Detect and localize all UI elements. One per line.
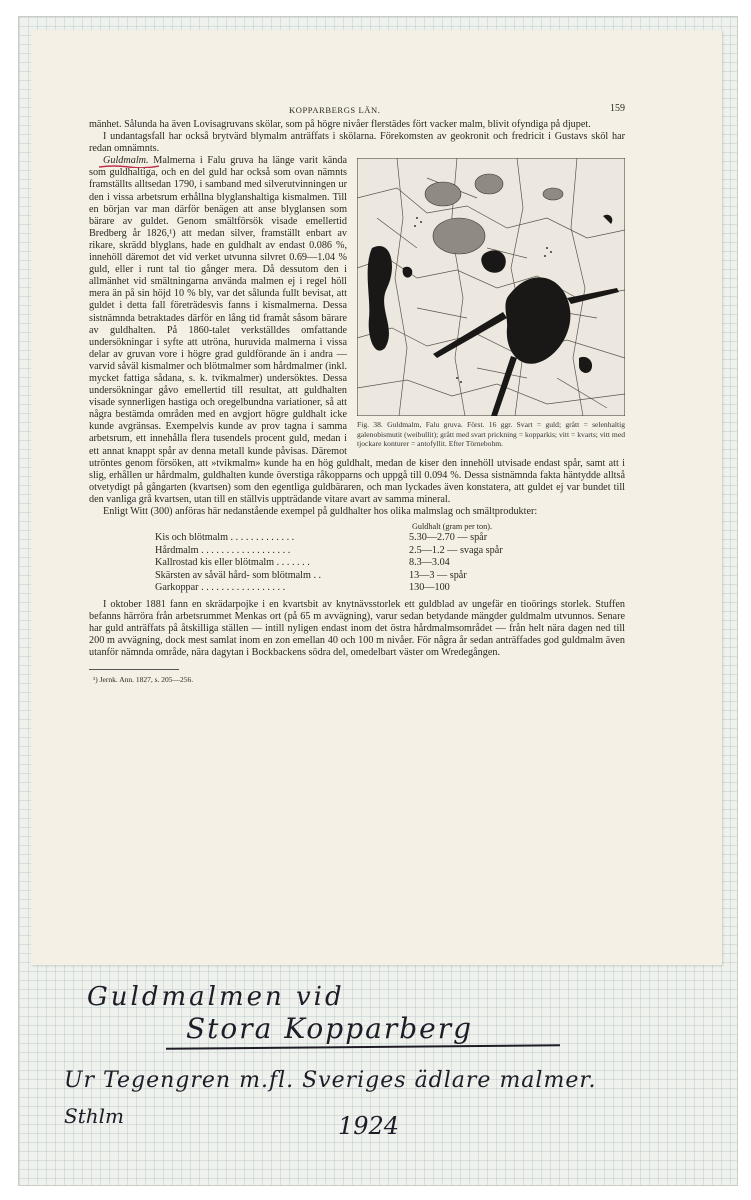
guldmalm-lead xyxy=(103,155,149,166)
table-row xyxy=(155,582,625,595)
handwritten-place: Sthlm xyxy=(64,1104,124,1128)
table-row xyxy=(155,557,625,570)
paragraph-undantag: I undantagsfall har också brytvärd blymalm anträffats i skölarna. Förekomsten av geokronit och fredricit i Gustavs sköl har redan omnämnts. xyxy=(89,131,625,155)
figure-caption: Fig. 38. Guldmalm, Falu gruva. Först. 16 ggr. Svart = guld; grått = selenhaltig galenobismutit (weibullit); grått med svart prickning = kopparkis; vitt = kvarts; vitt med tjockare konturer = antofyllit. Efter Törnebohm. xyxy=(357,420,625,449)
gold-content-table xyxy=(89,522,625,595)
table-row xyxy=(155,545,625,558)
running-head-title: KOPPARBERGS LÄN. xyxy=(289,105,381,115)
running-header xyxy=(89,103,625,117)
table-cell-value: 130—100 xyxy=(409,582,450,594)
table-row xyxy=(155,532,625,545)
micrograph-image xyxy=(357,158,625,416)
table-cell-value: 8.3—3.04 xyxy=(409,557,450,569)
page-number: 159 xyxy=(610,103,625,114)
footnote-divider xyxy=(89,669,179,670)
paragraph-witt: Enligt Witt (300) anföras här nedanstående exempel på guldhalter hos olika malmslag och smältprodukter: xyxy=(103,506,538,517)
table-cell-value: 2.5—1.2 — svaga spår xyxy=(409,544,503,556)
table-cell-value: 13—3 — spår xyxy=(409,569,467,581)
table-cell-name: Hårdmalm . . . . . . . . . . . . . . . . . . xyxy=(155,544,291,556)
paragraph-oktober: I oktober 1881 fann en skrädarpojke i en kvartsbit av knytnävsstorlek ett guldblad av ungefär en tioörings storlek. Stuffen befanns härröra från arbetsrummet Menkas ort (på 65 m avvägning), varur sedan betydande mängder guldmalm utvunnos. Senare har guld anträffats på åtskilliga ställen — intill nyligen endast inom det östra hårdmalmsområdet — från helt nära dagen ned till 200 m avvägning, dock mest samlat inom en zon emellan 40 och 100 m nivåer. För några år sedan anträffades god guldmalm även utanför nämnda område, nära dagytan i Bockbackens södra del, omedelbart väster om Wredegången. xyxy=(89,598,625,658)
table-cell-name: Garkoppar . . . . . . . . . . . . . . . . . xyxy=(155,582,286,594)
section-guldmalm xyxy=(89,155,625,506)
red-pencil-underline xyxy=(99,165,159,168)
page-text-block xyxy=(89,103,625,686)
paragraph-intro: mänhet. Sålunda ha även Lovisagruvans skölar, som på högre nivåer flerstädes fört vacker malm, blivit ofyndiga på djupet. xyxy=(89,119,591,130)
guldmalm-body: Malmerna i Falu gruva ha länge varit kända som guldhaltiga, och en del guld har också som ovan nämnts framställts alltsedan 1790, i samband med silverutvinningen ur den i vissa arbetsrum erhållna blyglanshaltiga kismalmen. Till en början var man därför benägen att anse blyglansen som bärare av guldet. Genom smältförsök visade emellertid Bredberg år 1826,¹) att medan silver, framställt enbart av rikare, skrädd blyglans, hade en guldhalt av endast 0.086 %, innehöll däremot det vid verket utvunna silvret 0.69—1.04 % guld, eller i runt tal tio gånger mera. Då dessutom den i allmänhet vid smältningarna använda malmen ej i regel höll mera än på sin höjd 10 % bly, var det sålunda fullt bevisat, att guldet i detta fall företrädesvis fanns i kismalmerna. Dessa sistnämnda betraktades därför en lång tid framåt såsom bärare av guldhalten. På 1860-talet verkställdes omfattande undersökningar i syfte att utröna, huruvida malmerna i vissa delar av gruvan vore i högre grad guldförande än i andra — varvid såväl kismalmer och blötmalmer som hårdmalmer (inkl. mycket fattiga sådana, s. k. tvikmalmer) undersöktes. Dessa undersökningar gåvo emellertid till resultat, att guldhalten visade synnerligen hastiga och oregelbundna variationer, så att några bestämda områden med en avgjort högre guldhalt icke kunde avgränsas. Exempelvis kunde av prov tagna i samma arbetsrum, ett innehålla flera tusendels procent guld, medan i ett annat knappt spår av denna metall kunde påvisas. Däremot utröntes genom försöken, att »tvikmalm» kunde ha en hög guldhalt, medan de kiser den innehöll utvisade endast spår, samt att i slig, erhållen ur hårdmalm, guldhalten kunde överstiga råkopparns och uppgå till 0.094 %. Dessa sistnämnda fakta häntydde alltså otvetydigt på gångarten (kvartsen) som den egentliga guldbäraren, och man lyckades även konstatera, att guldet ej var bundet till den vanliga grå kvartsen, utan till en ställvis uppträdande vitare avart av samma mineral. xyxy=(89,155,625,505)
footnote: ¹) Jernk. Ann. 1827, s. 205—256. xyxy=(93,675,194,685)
table-row xyxy=(155,570,625,583)
table-cell-value: 5.30—2.70 — spår xyxy=(409,532,488,544)
table-cell-name: Skärsten av såväl hård- som blötmalm . . xyxy=(155,569,322,581)
table-header: Guldhalt (gram per ton). xyxy=(411,522,493,532)
table-cell-name: Kallrostad kis eller blötmalm . . . . . . . xyxy=(155,557,310,569)
handwritten-title-line1: Guldmalmen vid xyxy=(87,982,345,1012)
handwritten-source: Ur Tegengren m.fl. Sveriges ädlare malmer. xyxy=(64,1068,597,1093)
table-cell-name: Kis och blötmalm . . . . . . . . . . . . . xyxy=(155,532,295,544)
handwritten-year: 1924 xyxy=(338,1112,400,1140)
figure-38 xyxy=(357,158,625,449)
guldmalm-lead-text: Guldmalm. xyxy=(103,155,149,167)
handwritten-title-line2: Stora Kopparberg xyxy=(186,1012,474,1045)
